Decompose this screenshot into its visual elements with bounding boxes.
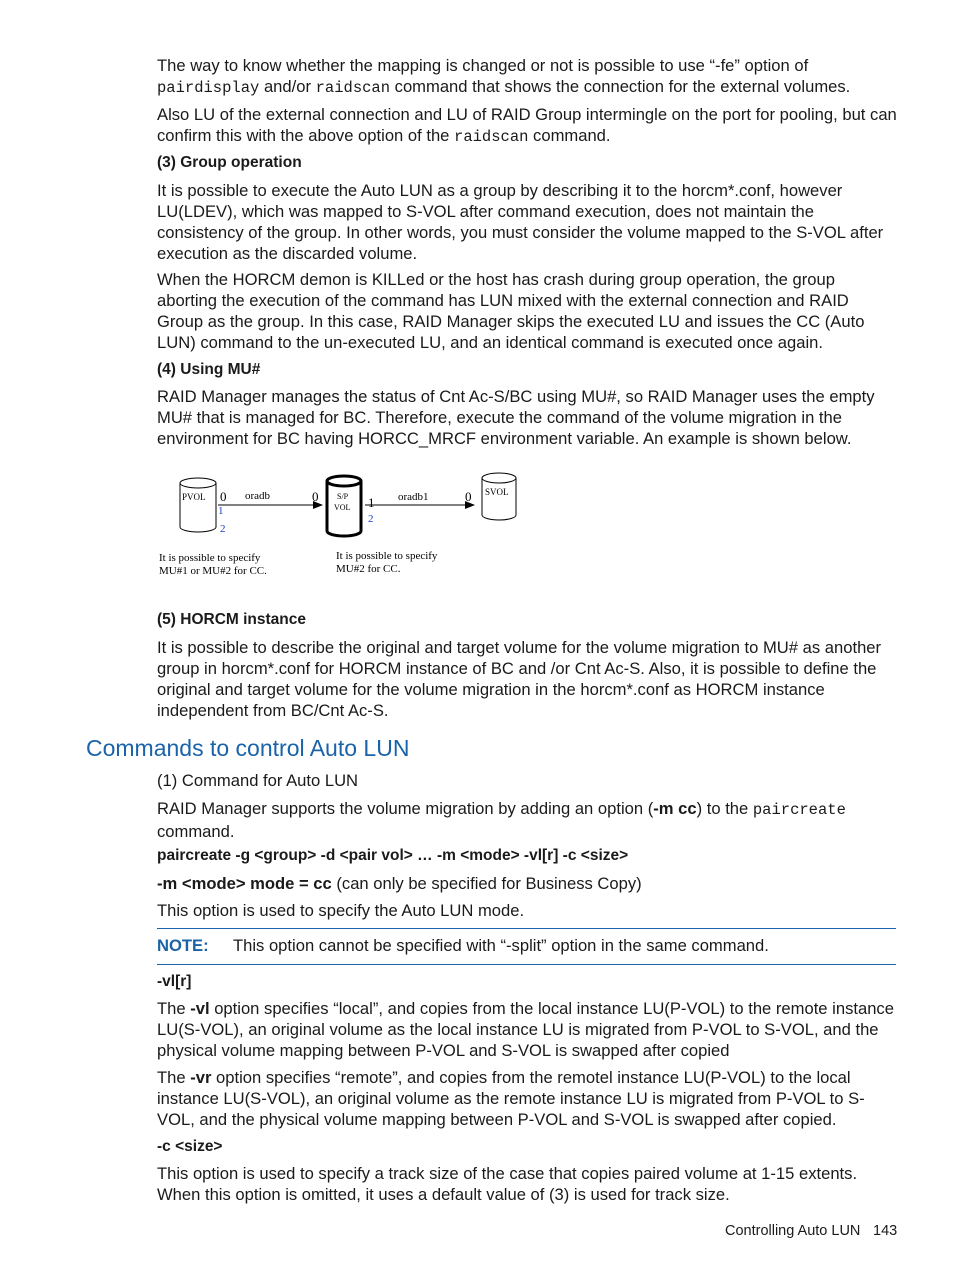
heading-vlr: -vl[r]: [157, 973, 192, 990]
pvol-mu-1: 1: [218, 505, 224, 517]
paircreate-syntax: paircreate -g <group> -d <pair vol> … -m <mode> -vl[r] -c <size>: [157, 847, 629, 864]
heading-using-mu: (4) Using MU#: [157, 361, 261, 378]
paragraph-size: This option is used to specify a track size of the case that copies paired volume at 1-15 extents. When this option is omitted, it uses a default value of (3) is used for track size.: [157, 1164, 858, 1204]
oradb-label: oradb: [245, 490, 271, 502]
oradb1-label: oradb1: [398, 491, 429, 503]
svol-label: SVOL: [485, 487, 509, 497]
note-text: This option cannot be specified with “-split” option in the same command.: [233, 936, 769, 955]
paragraph-vl: The -vl option specifies “local”, and copies from the local instance LU(P-VOL) to the remote instance LU(S-VOL), an original volume as the local instance LU is migrated from P-VOL to S-VOL, and the physical volume mapping between P-VOL and S-VOL is swapped after copied: [157, 999, 894, 1060]
sp-label-line2: VOL: [334, 503, 351, 512]
note-label: NOTE:: [157, 936, 209, 955]
page-number: 143: [873, 1223, 898, 1239]
paragraph-raidscan: Also LU of the external connection and LU of RAID Group intermingle on the port for pooling, but can confirm this with the above option of the raidscan command.: [157, 105, 897, 146]
svol-mu-0: 0: [312, 489, 319, 504]
note1-line2: MU#1 or MU#2 for CC.: [159, 565, 267, 577]
heading-size: -c <size>: [157, 1138, 223, 1155]
sp-label-line1: S/P: [337, 492, 349, 501]
pvol-cylinder-icon: [180, 478, 216, 532]
paragraph-mode-desc: This option is used to specify the Auto LUN mode.: [157, 901, 525, 920]
paragraph-mode: -m <mode> mode = cc (can only be specified for Business Copy): [157, 874, 642, 893]
footer-section: Controlling Auto LUN: [725, 1223, 861, 1239]
heading-group-operation: (3) Group operation: [157, 154, 302, 171]
paragraph-command-for-auto-lun: (1) Command for Auto LUN: [157, 771, 359, 790]
paragraph-horcm-instance: It is possible to describe the original and target volume for the volume migration to MU# as another group in horcm*.conf for HORCM instance of BC and /or Cnt Ac-S. Also, it is possible to define the original and target volume for the volume migration in the horcm*.conf as HORCM instance independent from BC/Cnt Ac-S.: [157, 638, 882, 720]
paragraph-group-operation: It is possible to execute the Auto LUN as a group by describing it to the horcm*.conf, however LU(LDEV), which was mapped to S-VOL after command execution, does not maintain the consistency of the group. In other words, you must consider the volume mapped to the S-VOL after execution as the discarded volume.: [157, 181, 884, 263]
section-title: Commands to control Auto LUN: [86, 735, 410, 761]
paragraph-vr: The -vr option specifies “remote”, and copies from the remotel instance LU(P-VOL) to the local instance LU(S-VOL), an original volume as the remote instance LU is migrated from P-VOL to S-VOL, and the physical volume mapping between P-VOL and S-VOL is swapped after copied.: [157, 1068, 865, 1129]
svol-mu-0b: 0: [465, 489, 472, 504]
pvol-label: PVOL: [182, 492, 206, 502]
pvol-mu-0: 0: [220, 489, 227, 504]
mu-diagram: [155, 465, 535, 590]
note2-line2: MU#2 for CC.: [336, 563, 401, 575]
paragraph-horcm-demon: When the HORCM demon is KILLed or the host has crash during group operation, the group aborting the execution of the command has LUN mixed with the external connection and RAID Group as the group. In this case, RAID Manager skips the executed LU and issues the CC (Auto LUN) command to the un-executed LU, and an identical command is executed once again.: [157, 270, 865, 352]
paragraph-pairdisplay: The way to know whether the mapping is changed or not is possible to use “-fe” option of pairdisplay and/or raidscan command that shows the connection for the external volumes.: [157, 56, 851, 97]
note1-line1: It is possible to specify: [159, 552, 261, 564]
paragraph-using-mu: RAID Manager manages the status of Cnt Ac-S/BC using MU#, so RAID Manager uses the empty MU# that is managed for BC. Therefore, execute the command of the volume migration in the environment for BC having HORCC_MRCF environment variable. An example is shown below.: [157, 387, 875, 448]
heading-horcm-instance: (5) HORCM instance: [157, 611, 306, 628]
sp-mu-2: 2: [368, 513, 374, 525]
note-box: [157, 928, 896, 965]
note2-line1: It is possible to specify: [336, 550, 438, 562]
pvol-mu-2: 2: [220, 523, 226, 535]
paragraph-paircreate-option: RAID Manager supports the volume migration by adding an option (-m cc) to the paircreate command.: [157, 799, 846, 841]
sp-mu-1: 1: [368, 495, 375, 510]
